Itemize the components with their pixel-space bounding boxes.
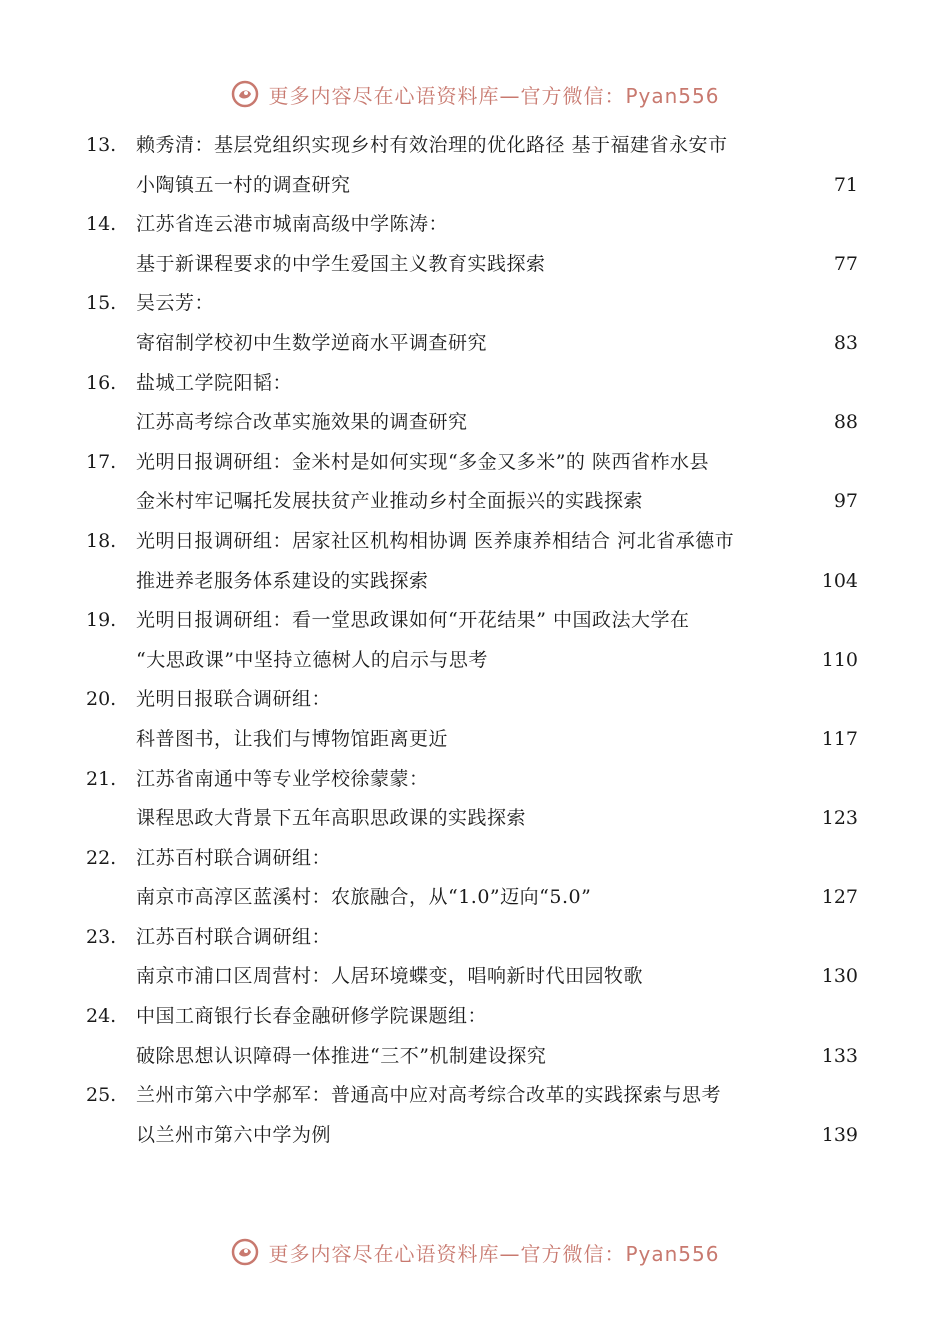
toc-entry-subtitle-line	[0, 799, 950, 839]
toc-entry-title: 基于新课程要求的中学生爱国主义教育实践探索	[136, 252, 546, 275]
toc-entry-number: 18.	[86, 529, 117, 552]
toc-entry-title-line	[0, 918, 950, 958]
toc-entry-title: 寄宿制学校初中生数学逆商水平调查研究	[136, 331, 488, 354]
header-banner	[0, 74, 950, 114]
banner-text: 更多内容尽在心语资料库—官方微信：Pyan556	[268, 83, 720, 108]
toc-entry-subtitle-line	[0, 957, 950, 997]
toc-entry-subtitle-line	[0, 1037, 950, 1077]
banner-text: 更多内容尽在心语资料库—官方微信：Pyan556	[268, 1241, 720, 1266]
toc-entry-number: 23.	[86, 925, 117, 948]
toc-entry-author: 光明日报调研组：居家社区机构相协调 医养康养相结合 河北省承德市	[136, 529, 735, 552]
toc-entry-title-line	[0, 522, 950, 562]
toc-entry-page-number: 123	[821, 807, 858, 830]
toc-entry-title-line	[0, 601, 950, 641]
toc-entry-author: 光明日报调研组：金米村是如何实现“多金又多米”的 陕西省柞水县	[136, 450, 709, 473]
toc-entry-title: 南京市高淳区蓝溪村：农旅融合，从“1.0”迈向“5.0”	[136, 886, 592, 909]
toc-entry-number: 13.	[86, 134, 117, 156]
toc-entry-subtitle-line	[0, 324, 950, 364]
toc-entry-subtitle-line	[0, 1116, 950, 1156]
toc-entry-author: 江苏百村联合调研组：	[136, 846, 332, 869]
toc-entry-title: 江苏高考综合改革实施效果的调查研究	[136, 411, 468, 434]
toc-entry-page-number: 71	[833, 173, 858, 196]
toc-entry-title-line	[0, 364, 950, 404]
toc-entry-number: 20.	[86, 688, 117, 711]
toc-entry-number: 16.	[86, 371, 117, 394]
toc-entry-number: 19.	[86, 609, 117, 632]
brand-logo-icon	[230, 1237, 260, 1267]
toc-entry-page-number: 104	[821, 569, 858, 592]
toc-entry-title-line	[0, 760, 950, 800]
toc-entry-title-line	[0, 284, 950, 324]
toc-entry-title-line	[0, 126, 950, 166]
toc-entry-number: 24.	[86, 1005, 117, 1028]
toc-entry-author: 江苏省连云港市城南高级中学陈涛：	[136, 213, 449, 236]
toc-entry-page-number: 97	[833, 490, 858, 513]
brand-logo-icon	[230, 79, 260, 109]
toc-entry-title: 小陶镇五一村的调查研究	[136, 173, 351, 196]
toc-entry-title-line	[0, 839, 950, 879]
toc-entry-title-line	[0, 205, 950, 245]
toc-entry-page-number: 83	[833, 331, 858, 354]
toc-entry-number: 15.	[86, 292, 117, 315]
toc-entry-page-number: 110	[821, 648, 858, 671]
toc-entry-title: 推进养老服务体系建设的实践探索	[136, 569, 429, 592]
toc-entry-number: 17.	[86, 450, 117, 473]
toc-entry-subtitle-line	[0, 403, 950, 443]
toc-entry-author: 吴云芳：	[136, 292, 215, 315]
toc-entry-page-number: 88	[833, 411, 858, 434]
toc-entry-subtitle-line	[0, 720, 950, 760]
toc-entry-title: 科普图书，让我们与博物馆距离更近	[136, 727, 449, 750]
toc-entry-number: 22.	[86, 846, 117, 869]
toc-entry-author: 盐城工学院阳韬：	[136, 371, 293, 394]
toc-entry-title: 破除思想认识障碍一体推进“三不”机制建设探究	[136, 1044, 547, 1067]
toc-entry-author: 江苏百村联合调研组：	[136, 925, 332, 948]
toc-entry-subtitle-line	[0, 878, 950, 918]
toc-entry-number: 25.	[86, 1084, 117, 1107]
toc-entry-number: 14.	[86, 213, 117, 236]
toc-entry-author: 光明日报联合调研组：	[136, 688, 332, 711]
toc-entry-page-number: 139	[821, 1123, 858, 1146]
toc-entry-title-line	[0, 997, 950, 1037]
toc-entry-subtitle-line	[0, 166, 950, 206]
toc-entry-page-number: 133	[821, 1044, 858, 1067]
toc-entry-author: 光明日报调研组：看一堂思政课如何“开花结果” 中国政法大学在	[136, 609, 690, 632]
toc-entry-number: 21.	[86, 767, 117, 790]
toc-entry-title: “大思政课”中坚持立德树人的启示与思考	[136, 648, 488, 671]
toc-entry-author: 赖秀清：基层党组织实现乡村有效治理的优化路径 基于福建省永安市	[136, 134, 728, 156]
toc-entry-subtitle-line	[0, 641, 950, 681]
toc-entry-page-number: 127	[821, 886, 858, 909]
toc-entry-subtitle-line	[0, 482, 950, 522]
toc-entry-title: 金米村牢记嘱托发展扶贫产业推动乡村全面振兴的实践探索	[136, 490, 644, 513]
toc-entry-title: 南京市浦口区周营村：人居环境蝶变，唱响新时代田园牧歌	[136, 965, 644, 988]
toc-entry-title-line	[0, 1076, 950, 1116]
toc-entry-title: 以兰州市第六中学为例	[136, 1123, 332, 1146]
toc-entry-title: 课程思政大背景下五年高职思政课的实践探索	[136, 807, 527, 830]
toc-entry-author: 中国工商银行长春金融研修学院课题组：	[136, 1005, 488, 1028]
toc-entry-subtitle-line	[0, 562, 950, 602]
toc-entry-page-number: 77	[833, 252, 858, 275]
toc-entry-author: 江苏省南通中等专业学校徐蒙蒙：	[136, 767, 429, 790]
toc-entry-title-line	[0, 680, 950, 720]
footer-banner	[0, 1232, 950, 1272]
toc-entry-subtitle-line	[0, 245, 950, 285]
toc-entry-title-line	[0, 443, 950, 483]
toc-entry-page-number: 130	[821, 965, 858, 988]
toc-entry-page-number: 117	[821, 727, 858, 750]
toc-entry-author: 兰州市第六中学郝军：普通高中应对高考综合改革的实践探索与思考	[136, 1084, 722, 1107]
table-of-contents	[0, 126, 950, 1155]
